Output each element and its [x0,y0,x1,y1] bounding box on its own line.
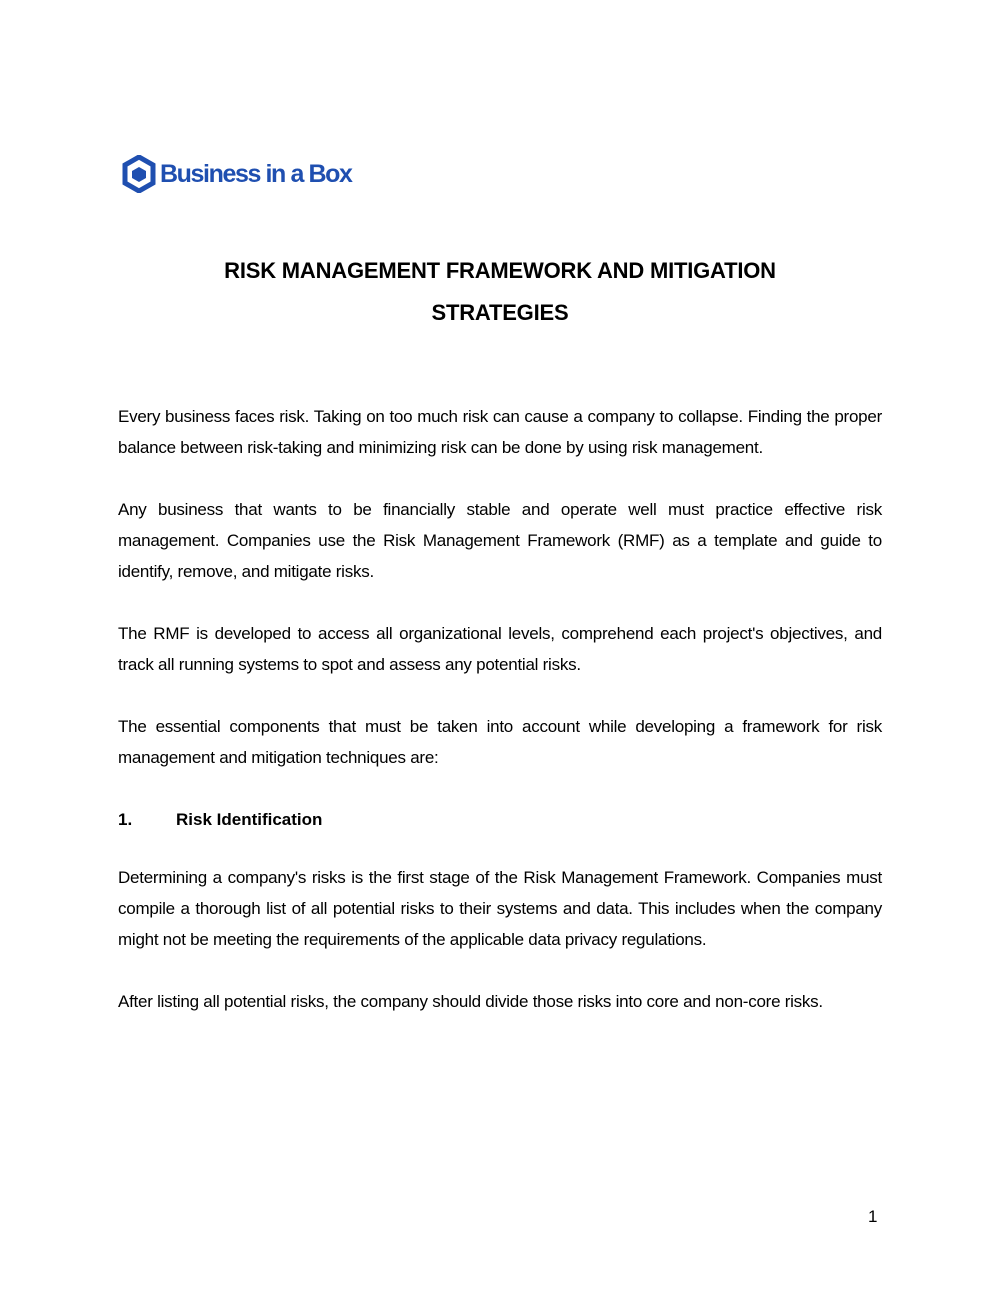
title-line-2: STRATEGIES [431,300,569,325]
section-number: 1. [118,810,133,829]
hexagon-cube-icon [122,155,156,193]
document-body [118,401,882,1048]
paragraph: Every business faces risk. Taking on too much risk can cause a company to collapse. Finding the proper balance between risk-taking and minimizing risk can be done by using risk management. [118,407,882,457]
page-number: 1 [868,1207,878,1226]
paragraph: Determining a company's risks is the first stage of the Risk Management Framework. Companies must compile a thorough list of all potential risks to their systems and data. This includes when the company might not be meeting the requirements of the applicable data privacy regulations. [118,868,882,949]
section-title: Risk Identification [176,810,323,829]
document-title [0,250,1000,334]
section-heading [118,804,882,835]
paragraph: After listing all potential risks, the company should divide those risks into core and non-core risks. [118,992,823,1011]
title-line-1: RISK MANAGEMENT FRAMEWORK AND MITIGATION [224,258,776,283]
paragraph: The essential components that must be taken into account while developing a framework for risk management and mitigation techniques are: [118,717,882,767]
paragraph: The RMF is developed to access all organizational levels, comprehend each project's objectives, and track all running systems to spot and assess any potential risks. [118,624,882,674]
paragraph: Any business that wants to be financially stable and operate well must practice effective risk management. Companies use the Risk Management Framework (RMF) as a template and guide to identify, remove, and mitigate risks. [118,500,882,581]
logo-text: Business in a Box [160,159,352,188]
business-in-a-box-logo [122,155,352,193]
